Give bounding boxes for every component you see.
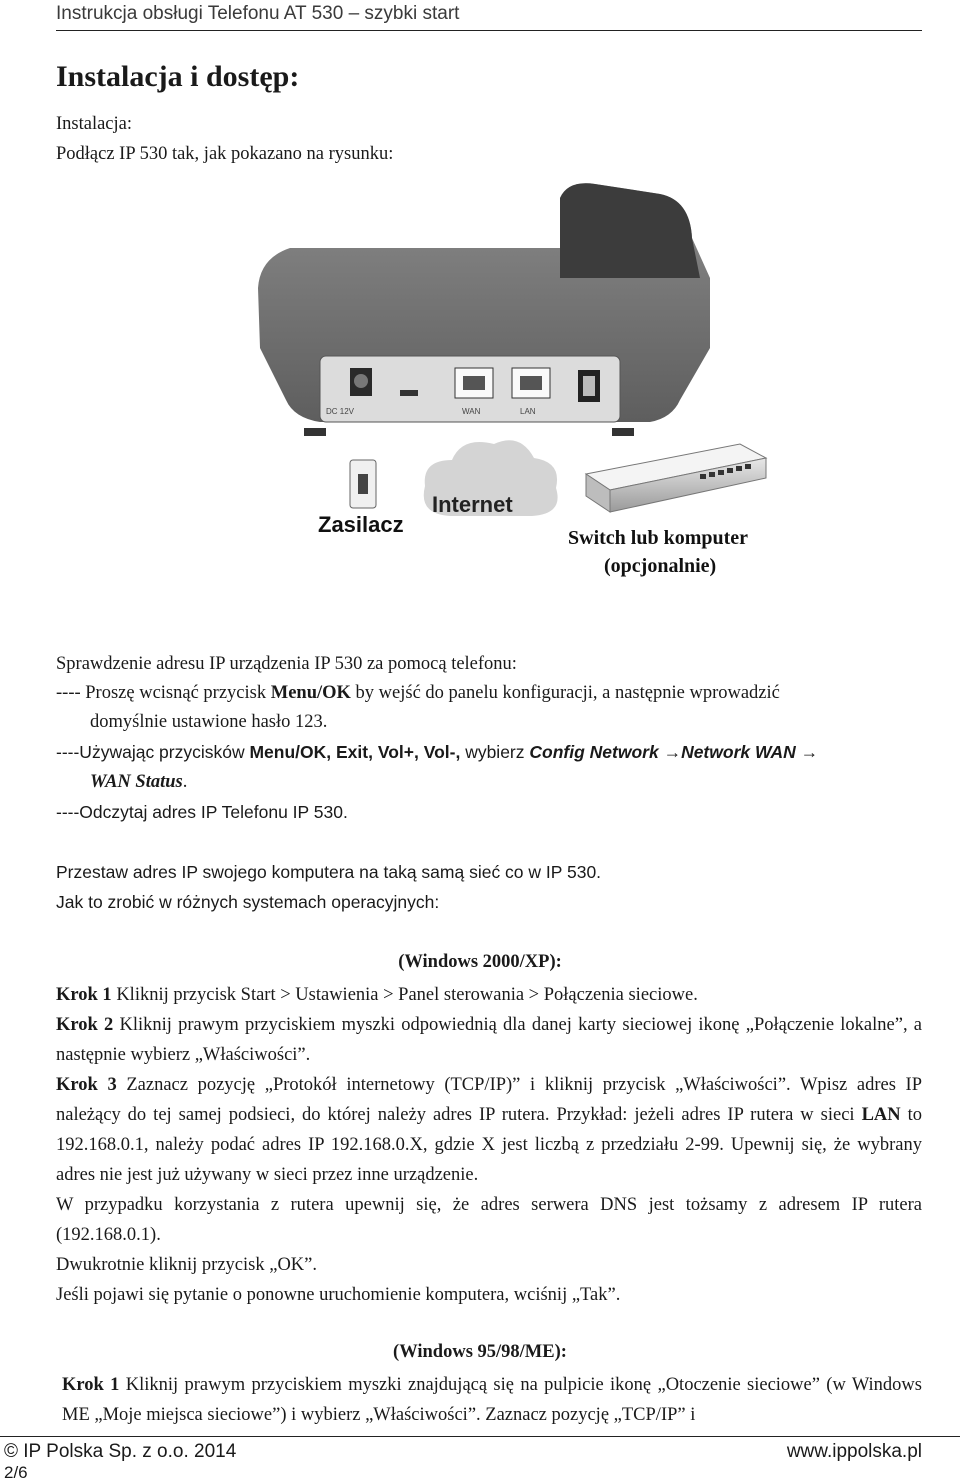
port-label-wan: WAN	[462, 407, 481, 416]
step-label: Krok 1	[62, 1375, 120, 1395]
step-text: Kliknij prawym przyciskiem myszki znajdującą się na pulpicie ikonę „Otoczenie sieciowe” (w Windows ME „Moje miejsca sieciowe”) i wybierz „Właściwości”. Zaznacz pozycję „TCP/IP” i	[62, 1375, 922, 1425]
footer-copyright: © IP Polska Sp. z o.o. 2014	[4, 1441, 237, 1462]
power-adapter	[350, 460, 376, 508]
footer-page-number: 2/6	[4, 1463, 28, 1482]
step-text-cont: to 192.168.0.1, należy podać adres IP 192.168.0.X, gdzie X jest liczbą z przedziału 2-99. Upewnij się, że wybrany adres nie jest już używany w sieci przez inne urządzenie.	[56, 1105, 923, 1185]
menu-ok-key: Menu/OK	[270, 683, 351, 703]
win2000-step-3	[56, 1070, 922, 1190]
page-header	[56, 2, 922, 31]
step-label: Krok 2	[56, 1015, 114, 1035]
win2000-step-1	[56, 980, 922, 1010]
phone-body	[258, 183, 710, 436]
setip-line-1: Przestaw adres IP swojego komputera na taką samą sieć co w IP 530.	[56, 862, 602, 882]
label-power: Zasilacz	[318, 512, 404, 537]
arrow-icon: →	[800, 742, 819, 762]
check-step-1-cont: domyślnie ustawione hasło 123.	[90, 712, 328, 732]
step-text: Kliknij prawym przyciskiem myszki odpowiednią dla danej karty sieciowej ikonę „Połączenie lokalne”, a następnie wybierz „Właściwości”.	[56, 1015, 922, 1065]
check-step-2-cont	[90, 770, 187, 794]
check-step-2	[56, 740, 818, 764]
install-label: Instalacja:	[56, 114, 133, 134]
lan-term: LAN	[861, 1105, 901, 1125]
install-text: Podłącz IP 530 tak, jak pokazano na rysunku:	[56, 144, 394, 164]
label-switch-line1: Switch lub komputer	[568, 527, 749, 549]
network-switch	[586, 444, 766, 512]
step2-period: .	[182, 772, 188, 792]
win2000-dns-note: W przypadku korzystania z rutera upewnij się, że adres serwera DNS jest tożsamy z adresem IP rutera (192.168.0.1).	[56, 1195, 922, 1245]
section-heading: Instalacja i dostęp:	[56, 60, 300, 93]
phone-connection-diagram	[200, 178, 800, 588]
footer-url[interactable]: www.ippolska.pl	[786, 1441, 922, 1462]
label-switch-line2: (opcjonalnie)	[604, 555, 717, 577]
win95-step-1	[62, 1370, 922, 1430]
label-internet: Internet	[432, 492, 513, 517]
check-heading: Sprawdzenie adresu IP urządzenia IP 530 za pomocą telefonu:	[56, 654, 517, 674]
win2000-restart: Jeśli pojawi się pytanie o ponowne uruchomienie komputera, wciśnij „Tak”.	[56, 1285, 621, 1305]
step2-keys: Menu/OK, Exit, Vol+, Vol-,	[249, 742, 461, 762]
menu-config-network: Config Network	[529, 742, 659, 762]
step2-text-a: ----Używając przycisków	[56, 742, 250, 762]
win2000-ok: Dwukrotnie kliknij przycisk „OK”.	[56, 1255, 317, 1275]
header-title: Instrukcja obsługi Telefonu AT 530 – szybki start	[56, 3, 460, 24]
page-footer	[0, 1436, 960, 1482]
step1-text-c: by wejść do panelu konfiguracji, a następnie wprowadzić	[350, 683, 780, 703]
step-text: Kliknij przycisk Start > Ustawienia > Panel sterowania > Połączenia sieciowe.	[111, 985, 698, 1005]
step2-text-c: wybierz	[460, 742, 530, 762]
step1-text-a: ---- Proszę wcisnąć przycisk	[56, 683, 271, 703]
check-step-1	[56, 681, 780, 705]
step-label: Krok 3	[56, 1075, 117, 1095]
win95-heading: (Windows 95/98/ME):	[393, 1342, 567, 1362]
win2000-step-2	[56, 1010, 922, 1070]
step-label: Krok 1	[56, 985, 112, 1005]
step-text: Zaznacz pozycję „Protokół internetowy (TCP/IP)” i kliknij przycisk „Właściwości”. Wpisz adres IP należący do tej samej podsieci, do której należy adres IP rutera. Przykład: jeżeli adres IP rutera w sieci	[56, 1075, 922, 1125]
arrow-icon: →	[663, 742, 682, 762]
setip-line-2: Jak to zrobić w różnych systemach operacyjnych:	[56, 892, 440, 912]
check-step-3: ----Odczytaj adres IP Telefonu IP 530.	[56, 802, 348, 822]
menu-network-wan: Network WAN	[681, 742, 796, 762]
win2000-heading: (Windows 2000/XP):	[398, 952, 562, 972]
port-label-dc: DC 12V	[326, 407, 355, 416]
port-label-lan: LAN	[520, 407, 536, 416]
menu-wan-status: WAN Status	[90, 772, 183, 792]
